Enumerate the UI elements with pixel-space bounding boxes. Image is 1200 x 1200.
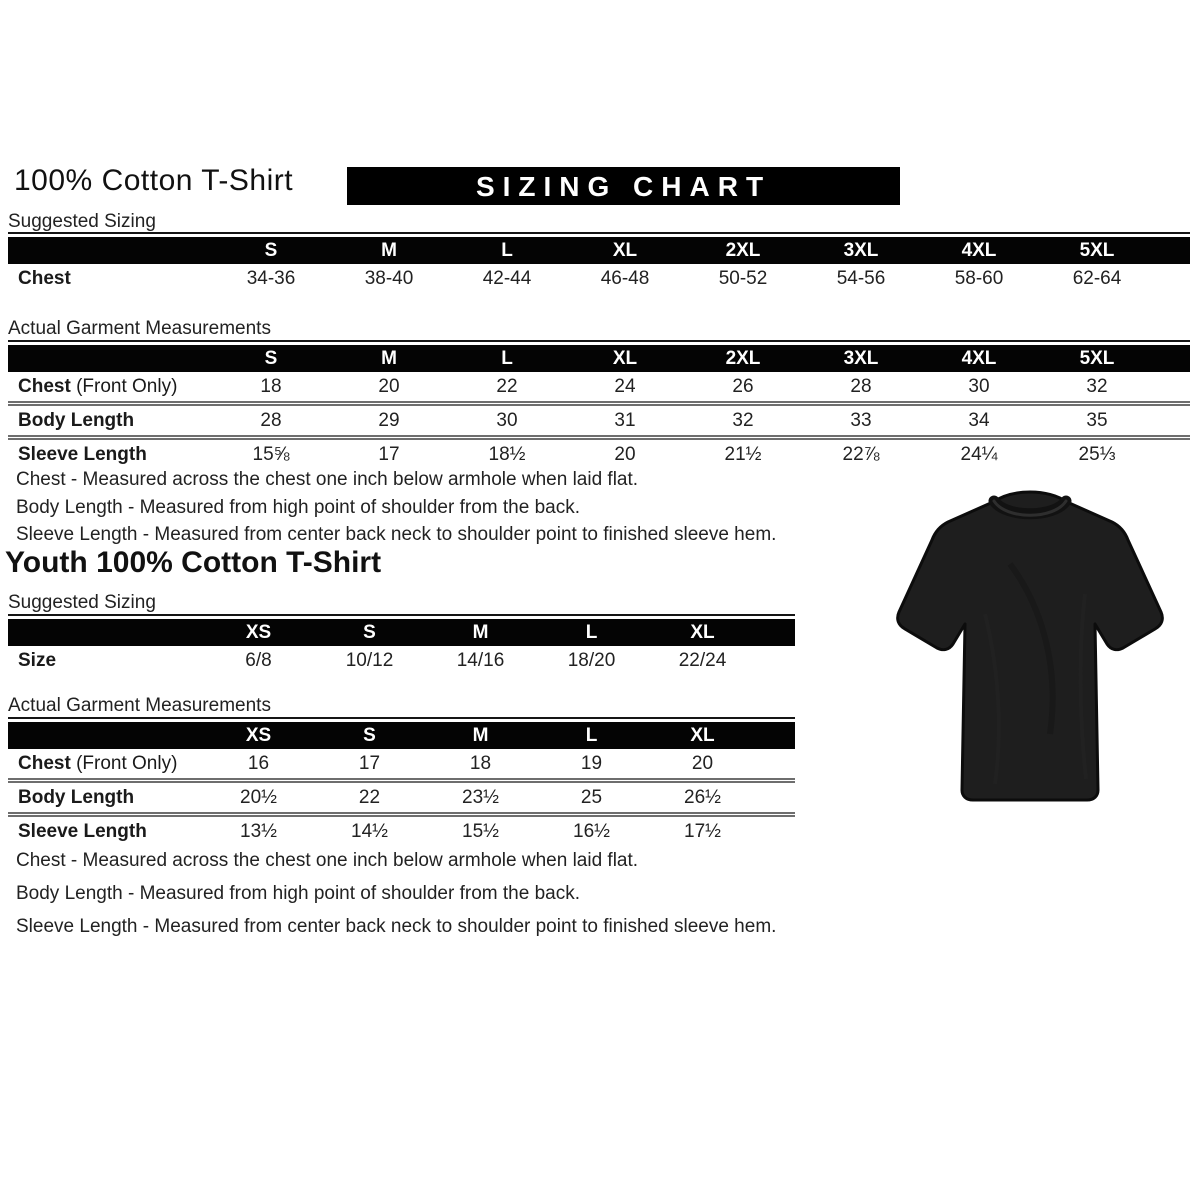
cell-value: 26½ bbox=[684, 786, 721, 808]
youth-section-title: Youth 100% Cotton T-Shirt bbox=[5, 546, 382, 579]
row-label-main: Body Length bbox=[18, 786, 135, 808]
table-row bbox=[8, 778, 795, 812]
size-column-header: XS bbox=[245, 724, 272, 746]
row-label-main: Sleeve Length bbox=[18, 820, 147, 842]
cell-value: 58-60 bbox=[954, 267, 1004, 289]
cell-value: 30 bbox=[968, 375, 990, 397]
size-column-header: S bbox=[363, 724, 376, 746]
row-label-suffix: (Front Only) bbox=[70, 752, 178, 774]
size-column-header: XL bbox=[612, 347, 638, 369]
adult-suggested-header-row bbox=[8, 237, 1190, 264]
cell-value: 24 bbox=[614, 375, 636, 397]
cell-value: 20 bbox=[378, 375, 400, 397]
cell-value: 21½ bbox=[724, 443, 762, 465]
size-column-header: L bbox=[585, 724, 598, 746]
table-row bbox=[8, 401, 1190, 435]
row-label bbox=[8, 444, 212, 466]
size-column-header: M bbox=[472, 621, 489, 643]
adult-suggested-heading: Suggested Sizing bbox=[8, 211, 156, 232]
adult-actual-table bbox=[8, 340, 1190, 469]
youth-actual-heading: Actual Garment Measurements bbox=[8, 695, 271, 716]
size-column-header: L bbox=[585, 621, 598, 643]
cell-value: 18½ bbox=[488, 443, 526, 465]
cell-value: 16½ bbox=[573, 820, 610, 842]
row-label-main: Sleeve Length bbox=[18, 443, 147, 465]
cell-value: 18 bbox=[469, 752, 492, 774]
size-column-header: L bbox=[501, 347, 513, 369]
cell-value: 14½ bbox=[351, 820, 388, 842]
size-column-header: M bbox=[381, 239, 397, 261]
cell-value: 28 bbox=[260, 409, 282, 431]
cell-value: 35 bbox=[1086, 409, 1108, 431]
size-column-header: XS bbox=[245, 621, 272, 643]
table-row bbox=[8, 646, 795, 675]
cell-value: 13½ bbox=[240, 820, 277, 842]
note-line: Sleeve Length - Measured from center back neck to shoulder point to finished sleeve hem. bbox=[16, 524, 777, 545]
size-column-header: XL bbox=[690, 621, 715, 643]
adult-measurement-notes bbox=[16, 466, 776, 549]
cell-value: 14/16 bbox=[456, 649, 505, 671]
adult-actual-header-row bbox=[8, 345, 1190, 372]
cell-value: 18/20 bbox=[567, 649, 616, 671]
cell-value: 17½ bbox=[684, 820, 721, 842]
cell-value: 15⅝ bbox=[252, 443, 290, 465]
cell-value: 34-36 bbox=[246, 267, 296, 289]
adult-actual-heading: Actual Garment Measurements bbox=[8, 318, 271, 339]
cell-value: 22 bbox=[496, 375, 518, 397]
row-label-main: Body Length bbox=[18, 409, 135, 431]
cell-value: 6/8 bbox=[245, 649, 272, 671]
note-line: Chest - Measured across the chest one inch below armhole when laid flat. bbox=[16, 469, 639, 490]
size-column-header: 5XL bbox=[1079, 239, 1115, 261]
youth-suggested-table bbox=[8, 614, 795, 675]
cell-value: 22 bbox=[358, 786, 381, 808]
cell-value: 20 bbox=[691, 752, 714, 774]
note-line: Sleeve Length - Measured from center back neck to shoulder point to finished sleeve hem. bbox=[16, 916, 777, 937]
cell-value: 23½ bbox=[462, 786, 499, 808]
cell-value: 24¼ bbox=[960, 443, 998, 465]
youth-actual-table bbox=[8, 717, 795, 846]
table-row bbox=[8, 812, 795, 846]
row-label bbox=[8, 376, 212, 398]
cell-value: 54-56 bbox=[836, 267, 886, 289]
cell-value: 38-40 bbox=[364, 267, 414, 289]
row-label bbox=[8, 753, 203, 775]
cell-value: 30 bbox=[496, 409, 518, 431]
youth-measurement-notes bbox=[16, 844, 776, 943]
row-label bbox=[8, 821, 203, 843]
size-column-header: XL bbox=[690, 724, 715, 746]
table-row bbox=[8, 435, 1190, 469]
size-column-header: S bbox=[264, 239, 278, 261]
note-line: Chest - Measured across the chest one inch below armhole when laid flat. bbox=[16, 850, 639, 871]
cell-value: 22⅞ bbox=[842, 443, 880, 465]
cell-value: 25⅓ bbox=[1078, 443, 1116, 465]
row-label: Chest bbox=[18, 267, 71, 289]
cell-value: 32 bbox=[1086, 375, 1108, 397]
cell-value: 32 bbox=[732, 409, 754, 431]
table-row bbox=[8, 749, 795, 778]
size-column-header: S bbox=[264, 347, 278, 369]
cell-value: 20 bbox=[614, 443, 636, 465]
note-line: Body Length - Measured from high point of shoulder from the back. bbox=[16, 883, 580, 904]
size-column-header: S bbox=[363, 621, 376, 643]
size-column-header: 5XL bbox=[1079, 347, 1115, 369]
table-row bbox=[8, 372, 1190, 401]
cell-value: 15½ bbox=[462, 820, 499, 842]
size-column-header: 2XL bbox=[725, 347, 761, 369]
size-column-header: M bbox=[472, 724, 489, 746]
adult-suggested-table bbox=[8, 232, 1190, 293]
cell-value: 29 bbox=[378, 409, 400, 431]
row-label-suffix: (Front Only) bbox=[70, 375, 178, 397]
tshirt-photo bbox=[890, 474, 1170, 810]
size-column-header: 2XL bbox=[725, 239, 761, 261]
cell-value: 22/24 bbox=[678, 649, 727, 671]
cell-value: 26 bbox=[732, 375, 754, 397]
size-column-header: L bbox=[501, 239, 513, 261]
row-label: Size bbox=[18, 649, 57, 671]
youth-suggested-header-row bbox=[8, 619, 795, 646]
size-column-header: 3XL bbox=[843, 239, 879, 261]
table-row bbox=[8, 264, 1190, 293]
adult-section-title: 100% Cotton T-Shirt bbox=[14, 164, 294, 197]
cell-value: 62-64 bbox=[1072, 267, 1122, 289]
cell-value: 42-44 bbox=[482, 267, 532, 289]
cell-value: 25 bbox=[580, 786, 603, 808]
cell-value: 20½ bbox=[240, 786, 277, 808]
youth-actual-header-row bbox=[8, 722, 795, 749]
cell-value: 46-48 bbox=[600, 267, 650, 289]
black-tshirt-image bbox=[890, 474, 1170, 810]
size-column-header: 4XL bbox=[961, 239, 997, 261]
cell-value: 31 bbox=[614, 409, 636, 431]
cell-value: 10/12 bbox=[345, 649, 394, 671]
cell-value: 50-52 bbox=[718, 267, 768, 289]
row-label bbox=[8, 787, 203, 809]
size-column-header: M bbox=[381, 347, 397, 369]
sizing-chart-banner: SIZING CHART bbox=[347, 167, 900, 205]
row-label-main: Chest bbox=[18, 752, 71, 774]
cell-value: 28 bbox=[850, 375, 872, 397]
table-top-rule bbox=[8, 614, 795, 616]
size-column-header: XL bbox=[612, 239, 638, 261]
size-column-header: 3XL bbox=[843, 347, 879, 369]
cell-value: 17 bbox=[378, 443, 400, 465]
row-label bbox=[8, 410, 212, 432]
note-line: Body Length - Measured from high point of shoulder from the back. bbox=[16, 496, 580, 518]
youth-suggested-heading: Suggested Sizing bbox=[8, 592, 156, 613]
cell-value: 33 bbox=[850, 409, 872, 431]
table-top-rule bbox=[8, 340, 1190, 342]
cell-value: 34 bbox=[968, 409, 990, 431]
cell-value: 16 bbox=[247, 752, 270, 774]
cell-value: 19 bbox=[580, 752, 603, 774]
cell-value: 17 bbox=[358, 752, 381, 774]
size-column-header: 4XL bbox=[961, 347, 997, 369]
row-label-main: Chest bbox=[18, 375, 71, 397]
cell-value: 18 bbox=[260, 375, 282, 397]
table-top-rule bbox=[8, 717, 795, 719]
table-top-rule bbox=[8, 232, 1190, 234]
